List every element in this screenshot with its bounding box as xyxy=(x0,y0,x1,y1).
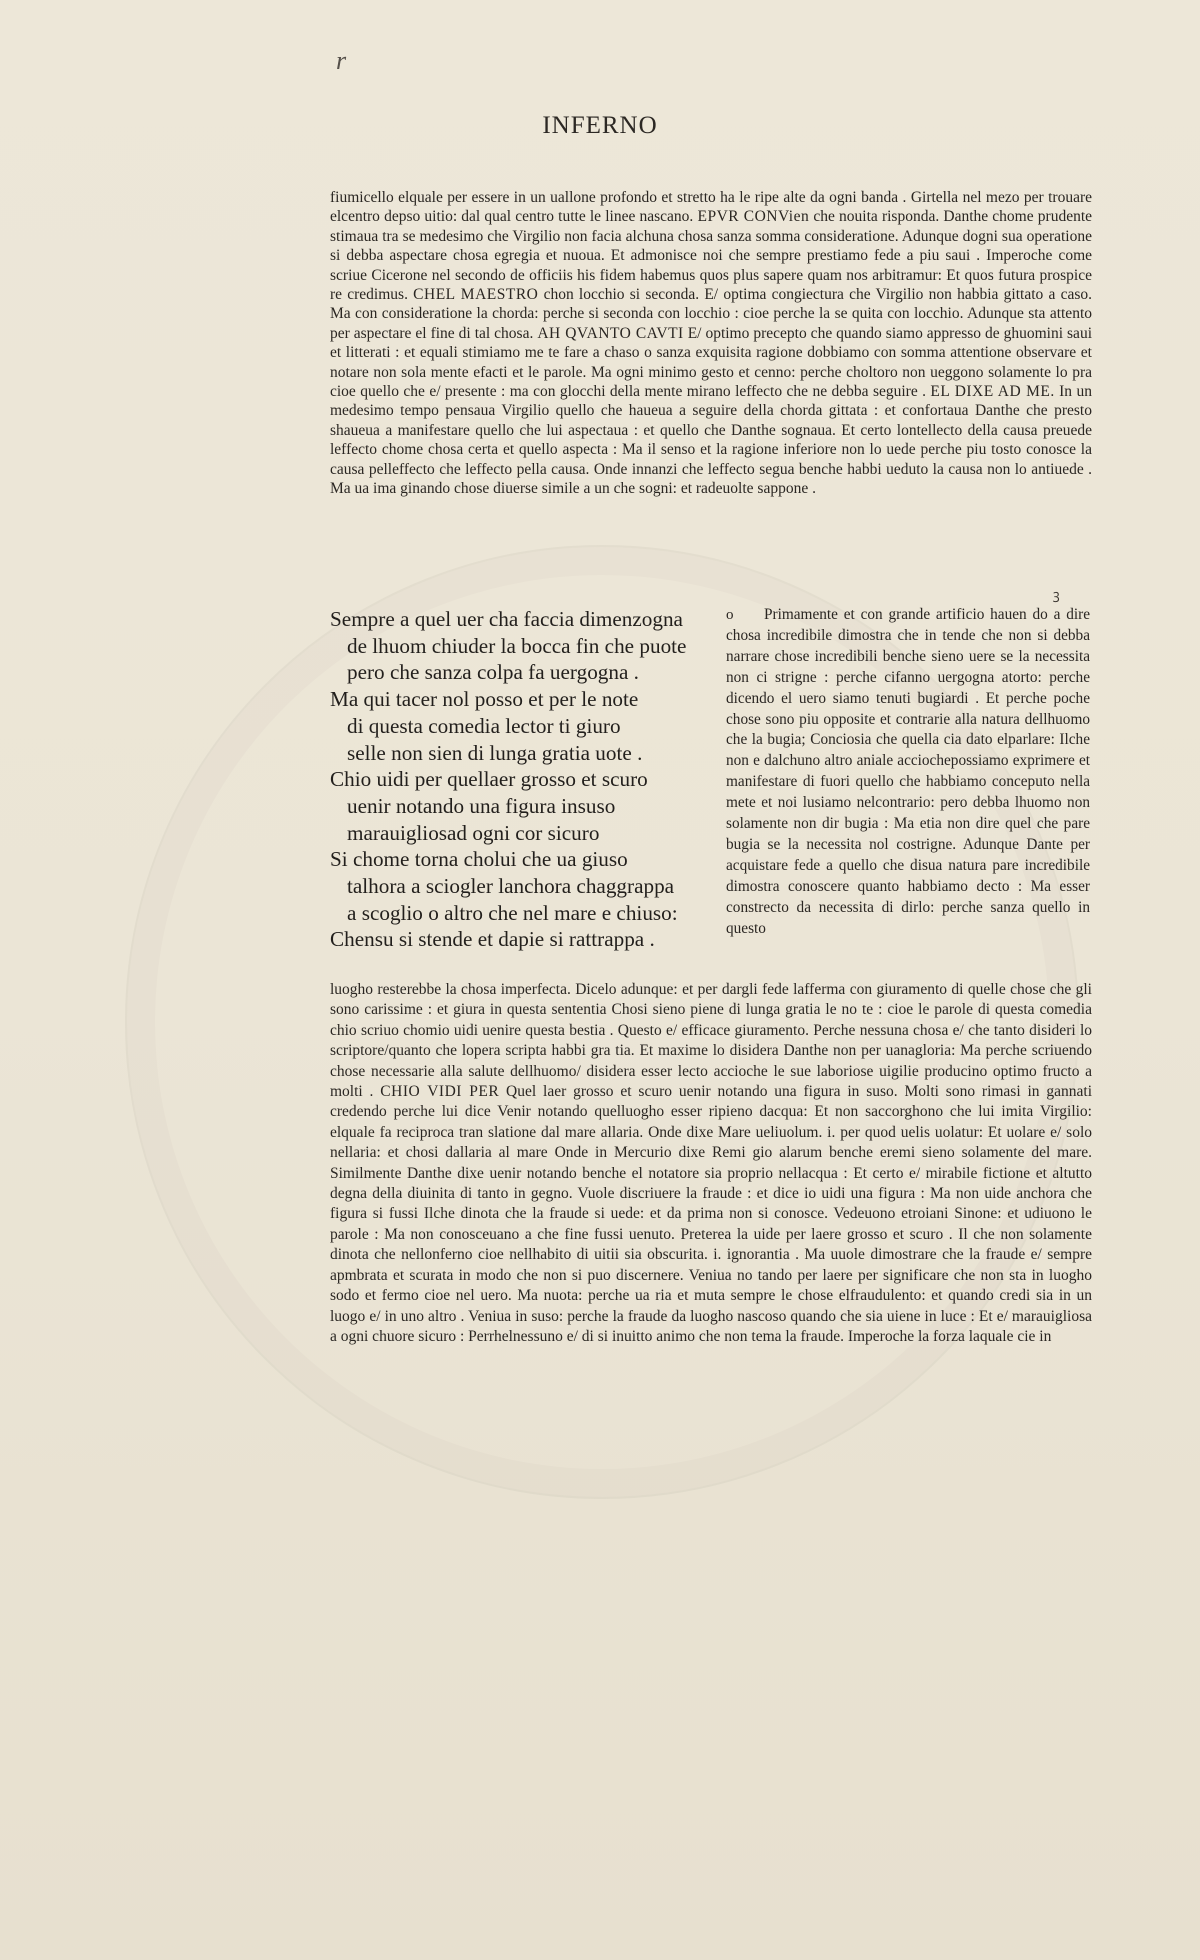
commentary-text: Quel laer grosso et scuro uenir notando una figura in suso. Molti sono rimasi in gannati credendo perche lui dice Venir notando quelluogho esser ripieno dacqua: Et non saccorghono che lui imita Virgilio: elquale fa reciproca tran slatione dal mare allaria. Onde dixe Mare ueliuolum. i. per quod uelis uolatur: Et uolare e/ solo nellaria: et chosi dallaria al mare Onde in Mercurio dixe Remi gio alarum benche eremi sieno solamente del mare. Similmente Danthe dixe uenir notando benche el notatore sia proprio nellacqua : Et certo e/ mirabile fictione et altutto degna della diuinita di tanto in gegno. Vuole discriuere la fraude : et dice io uidi una figura : Ma non uide anchora che figura si fussi Ilche dinota che la fraude si uede: et da prima non si conosce. Vedeuono etroiani Sinone: et udiuono le parole : Ma non conosceuano a che fine fussi uenuto. Preterea la uide per laere grosso et scuro . Il che non solamente dinota che nellonferno cioe nellhabito di uitii sia obscurita. i. ignorantia . Ma uuole dimostrare che la fraude e/ sempre apmbrata et scurata in modo che non si puo discernere. Veniua no tando per laere per significare che non sta in luogho sodo et fermo cioe nel uero. Ma nuota: perche ua ria et muta sempre le chose elfraudulento: et quando credi sia in un luogo e/ in uno altro . Veniua in suso: perche la fraude da luogho nascoso quando che sia uiene in luce : Et e/ marauigliosa a ogni chuore sicuro : Perrhelnessuno e/ di si inuitto animo che non tema la fraude. Imperoche la forza laquale cie in xyxy=(330,1083,1092,1345)
lemma: EL DIXE AD ME. xyxy=(930,383,1055,401)
lemma: CHEL MAESTRO xyxy=(413,286,539,304)
verse-line: Sempre a quel uer cha faccia dimenzogna xyxy=(330,607,683,631)
commentary-text: E/ optimo precepto che quando siamo appresso de ghuomini saui et litterati : et equali stimiamo me te fare a chaso o sanza exquisita ragione dobbiamo con somma attentione observare et notare non sola mente efacti et le parole. Ma ogni minimo gesto et cenno: perche choltoro non ueggono solamente lo pra cioe quello che e/ presente : ma con glocchi della mente mirano leffecto che ne debba seguire . xyxy=(330,324,1092,401)
verse-line: a scoglio o altro che nel mare e chiuso: xyxy=(347,900,678,925)
initial-guide-letter: o xyxy=(726,607,734,623)
verse-line: pero che sanza colpa fa uergogna . xyxy=(347,660,639,685)
verse-line: de lhuom chiuder la bocca fin che puote xyxy=(347,633,687,658)
commentary-text: chon locchio si seconda. E/ optima congiectura che Virgilio non habbia gittato a caso. Ma con consideratione la chorda: perche si seconda con locchio : cioe perche la se quita con locchio. Adunque sta attento per aspectare el fine di tal chosa. xyxy=(330,286,1092,342)
commentary-top xyxy=(330,188,1092,499)
lemma: CHIO VIDI PER xyxy=(380,1083,500,1101)
verse-line: talhora a sciogler lanchora chaggrappa xyxy=(347,874,675,899)
verse-line: marauigliosad ogni cor sicuro xyxy=(347,820,600,845)
lemma: AH QVANTO CAVTI xyxy=(537,324,684,342)
commentary-text: Primamente et con grande artificio hauen do a dire chosa incredibile dimostra che in tende che non si debba narrare chose incredibili benche sieno uere se la necessita non ci strigne : perche cifanno uergogna atorto: perche dicendo el uero siamo tenuti bugiardi . Et perche poche chose sono piu opposite et contrarie alla natura dellhuomo che la bugia; Conciosia che quella cia dato elparlare: Ilche non e dalchuno altro aniale acciochepossiamo exprimere et manifestare di fuori quello che habbiamo conceputo nella mete et noi lusiamo nelcontrario: pero debba lhuomo non solamente non dir bugia : Ma etia non dire quel che pare bugia se la necessita nol costrigne. Adunque Dante per acquistare fede a quello che disua natura pare incredibile dimostra conoscere quanto habbiamo decto : Ma esser constrecto da necessita di dirlo: perche sanza quello in questo xyxy=(726,606,1090,937)
stray-mark: ꝫ xyxy=(1053,587,1060,602)
commentary-paragraph xyxy=(726,605,1090,940)
verse-line: di questa comedia lector ti giuro xyxy=(347,713,621,738)
verse-line: Chensu si stende et dapie si rattrappa . xyxy=(330,927,655,952)
verse-block xyxy=(330,606,705,953)
verse-line: uenir notando una figura insuso xyxy=(347,793,616,818)
lemma: EPVR CONVien xyxy=(697,208,810,226)
commentary-paragraph xyxy=(330,980,1092,1347)
commentary-text: fiumicello elquale per essere in un uallone profondo et stretto ha le ripe alte da ogni banda . Girtella nel mezo per trouare elcentro depso uitio: dal qual centro tutte le linee nascano. xyxy=(330,189,1092,226)
commentary-text: che nouita risponda. Danthe chome prudente stimaua tra se medesimo che Virgilio non facia alchuna chosa sanza somma consideratione. Adunque dogni sua operatione si debba aspectare chosa egregia et nuoua. Et admonisce noi che sempre prestiamo fede a piu saui . Imperoche come scriue Cicerone nel secondo de officiis his fidem habemus quos plus sapere quam nos arbitramur: Et quos futura prospice re credimus. xyxy=(330,208,1093,304)
verse-line: Ma qui tacer nol posso et per le note xyxy=(330,687,639,712)
commentary-right xyxy=(726,605,1090,940)
running-head: INFERNO xyxy=(542,112,658,139)
verse-line: Chio uidi per quellaer grosso et scuro xyxy=(330,767,648,792)
commentary-bottom xyxy=(330,980,1092,1347)
commentary-text: In un medesimo tempo pensaua Virgilio quello che haueua a seguire della chorda gittata : et confortaua Danthe che presto shaueua a manifestare quello che lui aspectaua : et quello che Danthe sognaua. Et certo lontellecto della causa preuede leffecto chome chosa certa et quello aspecta : Ma il senso et la ragione inferiore non lo uede perche piu tosto conosce la causa pelleffecto che leffecto pella causa. Onde innanzi che leffecto segua benche habbi ueduto la causa non lo antiuede . Ma ua ima ginando chose diuerse simile a un che sogni: et radeuolte sappone . xyxy=(330,383,1092,498)
verse-line: Si chome torna cholui che ua giuso xyxy=(330,847,628,872)
commentary-text: luogho resterebbe la chosa imperfecta. Dicelo adunque: et per dargli fede lafferma con giuramento di quelle chose che gli sono carissime : et giura in questa sententia Chosi sieno piene di lunga gratia le no te : cioe le parole di questa comedia chio scriuo chomio uidi uenire questa bestia . Questo e/ efficace giuramento. Perche nessuna chosa e/ che tanto disideri lo scriptore/quanto che lopera scripta habbi gra tia. Et maxime lo disidera Danthe non per uanagloria: Ma perche scriuendo chose necessarie alla salute dellhuomo/ disidera esser lecto accioche le sue laboriose uigilie producino optimo fructo a molti . xyxy=(330,981,1092,1101)
verse-line: selle non sien di lunga gratia uote . xyxy=(347,740,643,765)
page-mark: r xyxy=(336,46,347,75)
commentary-paragraph xyxy=(330,188,1092,499)
